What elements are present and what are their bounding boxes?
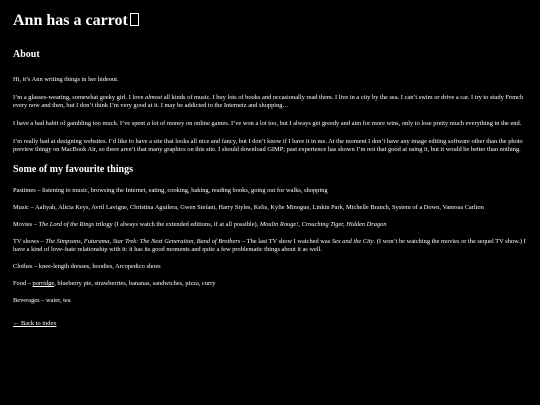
about-paragraph-3: I’m really bad at designing websites. I’d like to have a site that looks all nice and fancy, but I don’t know if I have it in me. At the moment I don’t have any image editing software other than the photo preview thingy on MacBook Air, so there aren’t that many graphics on this site. I should download GIMP; past experience has shown I’m not that good at using it, but it would be better than nothing. (13, 138, 523, 153)
favourites-heading: Some of my favourite things (13, 164, 133, 175)
back-link-paragraph (13, 314, 527, 328)
back-to-index-link[interactable]: ← Back to index (13, 320, 57, 327)
favourites-clothes: Clothes – knee-length dresses, hoodies, Arcopedico shoes (13, 263, 161, 270)
porridge-link[interactable]: porridge (32, 280, 55, 287)
favourites-beverages: Beverages – water, tea (13, 297, 71, 304)
favourites-movies: Movies – The Lord of the Rings trilogy (I always watch the extended editions, if at all possible), Moulin Rouge!, Crouching Tiger, Hidden Dragon (13, 221, 387, 228)
square-glyph-icon (130, 13, 139, 26)
page-title (13, 12, 527, 30)
page-title-text: Ann has a carrot (13, 12, 128, 29)
about-heading: About (13, 49, 40, 60)
favourites-tv: TV shows – The Simpsons, Futurama, Star Trek: The Next Generation, Band of Brothers – The last TV show I watched was Sex and the City. (I won’t be watching the movies or the sequel TV show.) I have a kind of love–hate relationship with it: it has its good moments and quite a few problematic things about it as well. (13, 238, 526, 253)
favourites-pastimes: Pastimes – listening to music, browsing the Internet, eating, cooking, baking, reading books, going out for walks, shopping (13, 187, 328, 194)
about-paragraph-2: I have a bad habit of gambling too much. I’ve spent a lot of money on online games. I’ve won a lot too, but I always get greedy and aim for more wins, only to lose pretty much everything in the end. (13, 120, 522, 127)
greeting-paragraph: Hi, it’s Ann writing things in her hideout. (13, 76, 119, 83)
favourites-music: Music – Aaliyah, Alicia Keys, Avril Lavigne, Christina Aguilera, Gwen Stefani, Harry Styles, Kelis, Kylie Minogue, Linkin Park, Michelle Branch, System of a Down, Vanessa Carlton (13, 204, 484, 211)
about-paragraph-1: I’m a glasses-wearing, somewhat geeky girl. I love almost all kinds of music. I buy lots of books and occasionally read them. I live in a city by the sea. I can’t swim or drive a car. I try to study French every now and then, but I don’t think I’m very good at it. I may be addicted to the Internetz and shopping… (13, 94, 524, 109)
favourites-food: Food – porridge, blueberry pie, strawberries, bananas, sandwiches, pizza, curry (13, 280, 216, 287)
